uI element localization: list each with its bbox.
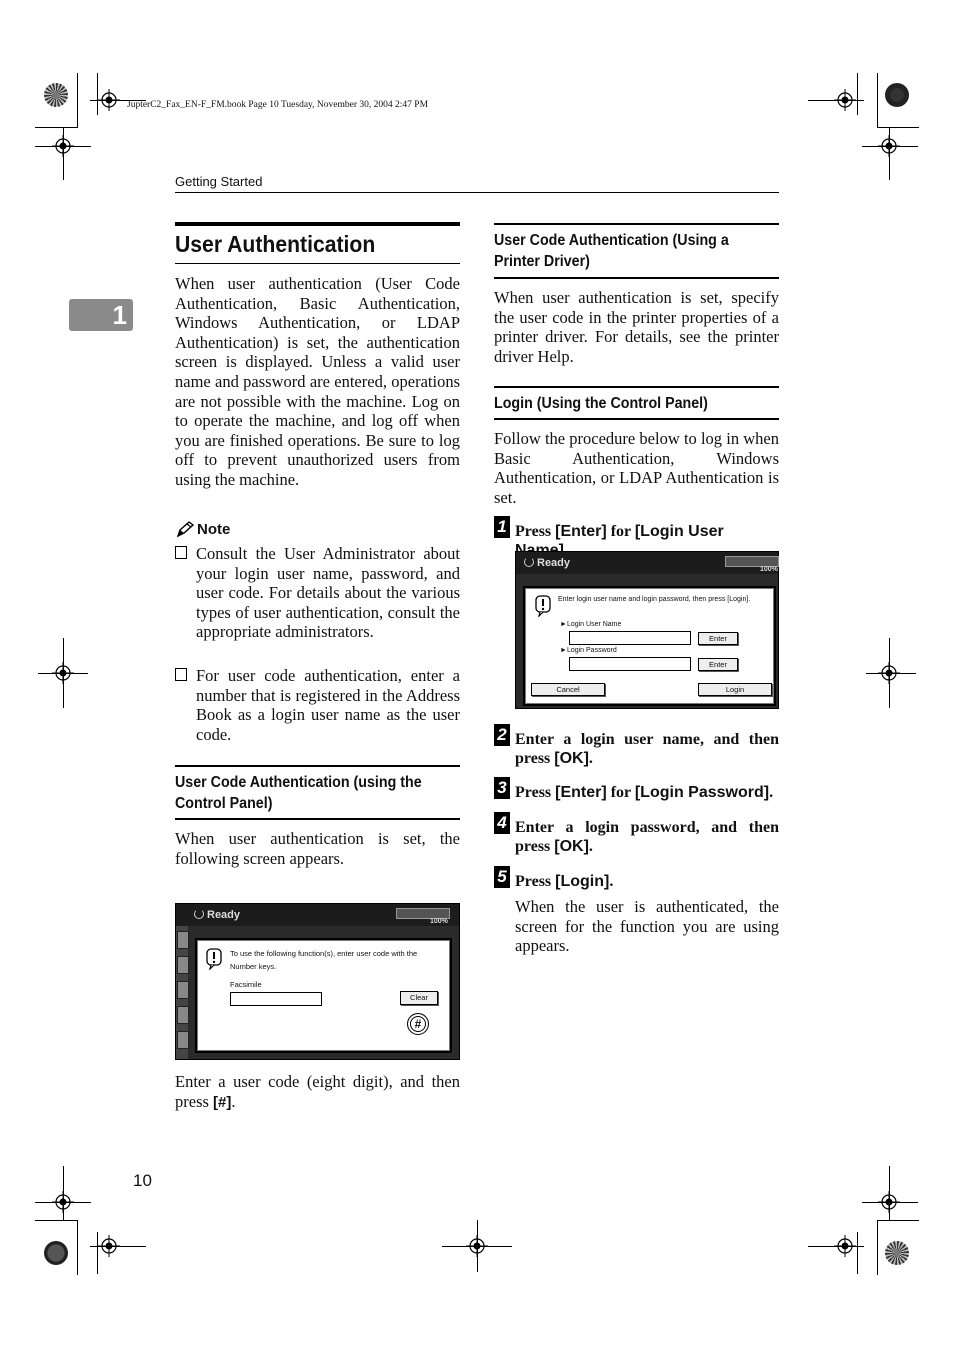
screen-caption (175, 1072, 460, 1112)
message-line: Number keys. (230, 962, 277, 971)
step-text (515, 818, 779, 856)
step-key: [Login] (555, 873, 610, 890)
page-title: User Authentication (175, 231, 376, 257)
title-rule (175, 222, 460, 226)
chapter-number: 1 (112, 300, 127, 330)
registration-target-icon (52, 135, 74, 157)
step-words: . (609, 873, 614, 890)
header-rule (175, 192, 779, 193)
step-number: 2 (494, 724, 510, 746)
clear-button[interactable]: Clear (400, 991, 438, 1005)
status-text: Ready (207, 909, 241, 921)
title-underline (175, 263, 460, 264)
registration-target-icon (834, 1235, 856, 1257)
section-rule (494, 386, 779, 388)
user-code-input[interactable] (230, 992, 322, 1006)
login-screen (515, 551, 779, 709)
registration-target-icon (878, 1191, 900, 1213)
section-title: Login (Using the Control Panel) (494, 395, 708, 412)
label-text: Login Password (566, 647, 617, 654)
registration-target-icon (98, 89, 120, 111)
pencil-icon (175, 521, 195, 539)
intro-paragraph: When user authentication (User Code Authentication, Basic Authentication, Windows Authentication, or LDAP Authentication) is set, the authentication screen is displayed. Unless a valid user name and password are entered, operations are not possible with the machine. Log on to operate the machine, and log off when you are finished operations. Be sure to log off to prevent unauthorized users from using the machine. (175, 274, 460, 489)
login-user-name-input[interactable] (569, 631, 691, 645)
function-label: Facsimile (230, 980, 262, 989)
registration-target-icon (98, 1235, 120, 1257)
password-label: ►Login Password (560, 647, 617, 654)
section-title: User Code Authentication (Using a Printer Driver) (494, 232, 729, 270)
step-number: 5 (494, 866, 510, 888)
note-item (175, 544, 460, 642)
dialog-panel (523, 586, 776, 706)
status-bar (516, 552, 778, 574)
label-text: Login User Name (566, 621, 622, 628)
section-rule (175, 765, 460, 767)
cancel-button[interactable]: Cancel (531, 683, 605, 696)
message-line: To use the following function(s), enter user code with the (230, 949, 418, 958)
zoom-level: 100% (760, 566, 778, 573)
color-dial-icon (44, 1241, 68, 1265)
section-text: When user authentication is set, specify the user code in the printer properties of a printer driver. For details, see the printer driver Help. (494, 288, 779, 366)
dialog-panel (195, 938, 452, 1053)
step-words: for (606, 784, 635, 801)
checkbox-icon (175, 668, 187, 681)
section-rule (175, 818, 460, 820)
step-key: [OK] (554, 838, 589, 855)
registration-target-icon (834, 89, 856, 111)
login-password-input[interactable] (569, 657, 691, 671)
registration-target-icon (52, 662, 74, 684)
step-words: . (769, 784, 774, 801)
password-enter-button[interactable]: Enter (698, 658, 738, 671)
message-line: Enter login user name and login password, then press [Login]. (558, 596, 751, 603)
section-rule (494, 223, 779, 225)
registration-target-icon (466, 1235, 488, 1257)
color-dial-icon (885, 83, 909, 107)
section-text: When user authentication is set, the following screen appears. (175, 829, 460, 868)
caption-key: [#] (213, 1093, 232, 1111)
note-text: For user code authentication, enter a number that is registered in the Address Book as a login user name as the user code. (196, 666, 460, 744)
step-words: Enter a login password, and then press (515, 819, 779, 855)
step-words: Press (515, 523, 556, 540)
caption-text: Enter a user code (eight digit), and then press (175, 1072, 460, 1111)
step-key: [OK] (554, 750, 589, 767)
section-rule (494, 277, 779, 279)
step-words: Enter a login user name, and then press (515, 731, 779, 767)
registration-target-icon (52, 1191, 74, 1213)
user-name-enter-button[interactable]: Enter (698, 632, 738, 645)
note-text: Consult the User Administrator about your login user name, password, and user code. For details about the various types of user authentication, consult the appropriate administrators. (196, 544, 460, 642)
step-number: 1 (494, 516, 510, 538)
file-info: JupterC2_Fax_EN-F_FM.book Page 10 Tuesday, November 30, 2004 2:47 PM (127, 100, 429, 110)
alert-icon (206, 948, 222, 970)
hash-key-icon[interactable] (407, 1013, 429, 1035)
color-dial-icon (885, 1241, 909, 1265)
user-code-screen (175, 903, 460, 1060)
step-text (515, 783, 779, 802)
step-text (515, 872, 779, 891)
registration-target-icon (878, 662, 900, 684)
login-button[interactable]: Login (698, 683, 772, 696)
caption-end: . (231, 1091, 236, 1111)
section-text: Follow the procedure below to log in when Basic Authentication, Windows Authentication, or LDAP Authentication is set. (494, 429, 779, 507)
ready-icon (194, 909, 204, 919)
ready-icon (524, 557, 534, 567)
status-bar (176, 904, 459, 926)
step-key: [Enter] (555, 523, 607, 540)
step-key: [Login Password] (634, 784, 770, 801)
status-text: Ready (537, 557, 571, 569)
zoom-level: 100% (430, 918, 448, 925)
side-tabs (176, 926, 188, 1059)
color-dial-icon (44, 83, 68, 107)
running-head: Getting Started (175, 174, 263, 189)
note-item (175, 666, 460, 744)
step-key: [Login User (634, 523, 724, 540)
section-rule (494, 418, 779, 420)
step-number: 4 (494, 812, 510, 834)
step-key: [Enter] (555, 784, 607, 801)
alert-icon (535, 595, 551, 617)
step-words: for (606, 523, 635, 540)
step-text (515, 730, 779, 768)
step-number: 3 (494, 777, 510, 799)
section-title: User Code Authentication (using the Control Panel) (175, 774, 422, 812)
registration-target-icon (878, 135, 900, 157)
step-words: Press (515, 873, 556, 890)
checkbox-icon (175, 546, 187, 559)
step-words: . (588, 838, 593, 855)
hash-key-label: # (414, 1017, 422, 1031)
step-result: When the user is authenticated, the screen for the function you are using appears. (515, 897, 779, 956)
note-label: Note (197, 521, 231, 538)
step-words: Press (515, 784, 556, 801)
user-name-label: ►Login User Name (560, 621, 622, 628)
chapter-tab (69, 299, 133, 331)
step-words: . (588, 750, 593, 767)
page-number: 10 (133, 1171, 152, 1190)
